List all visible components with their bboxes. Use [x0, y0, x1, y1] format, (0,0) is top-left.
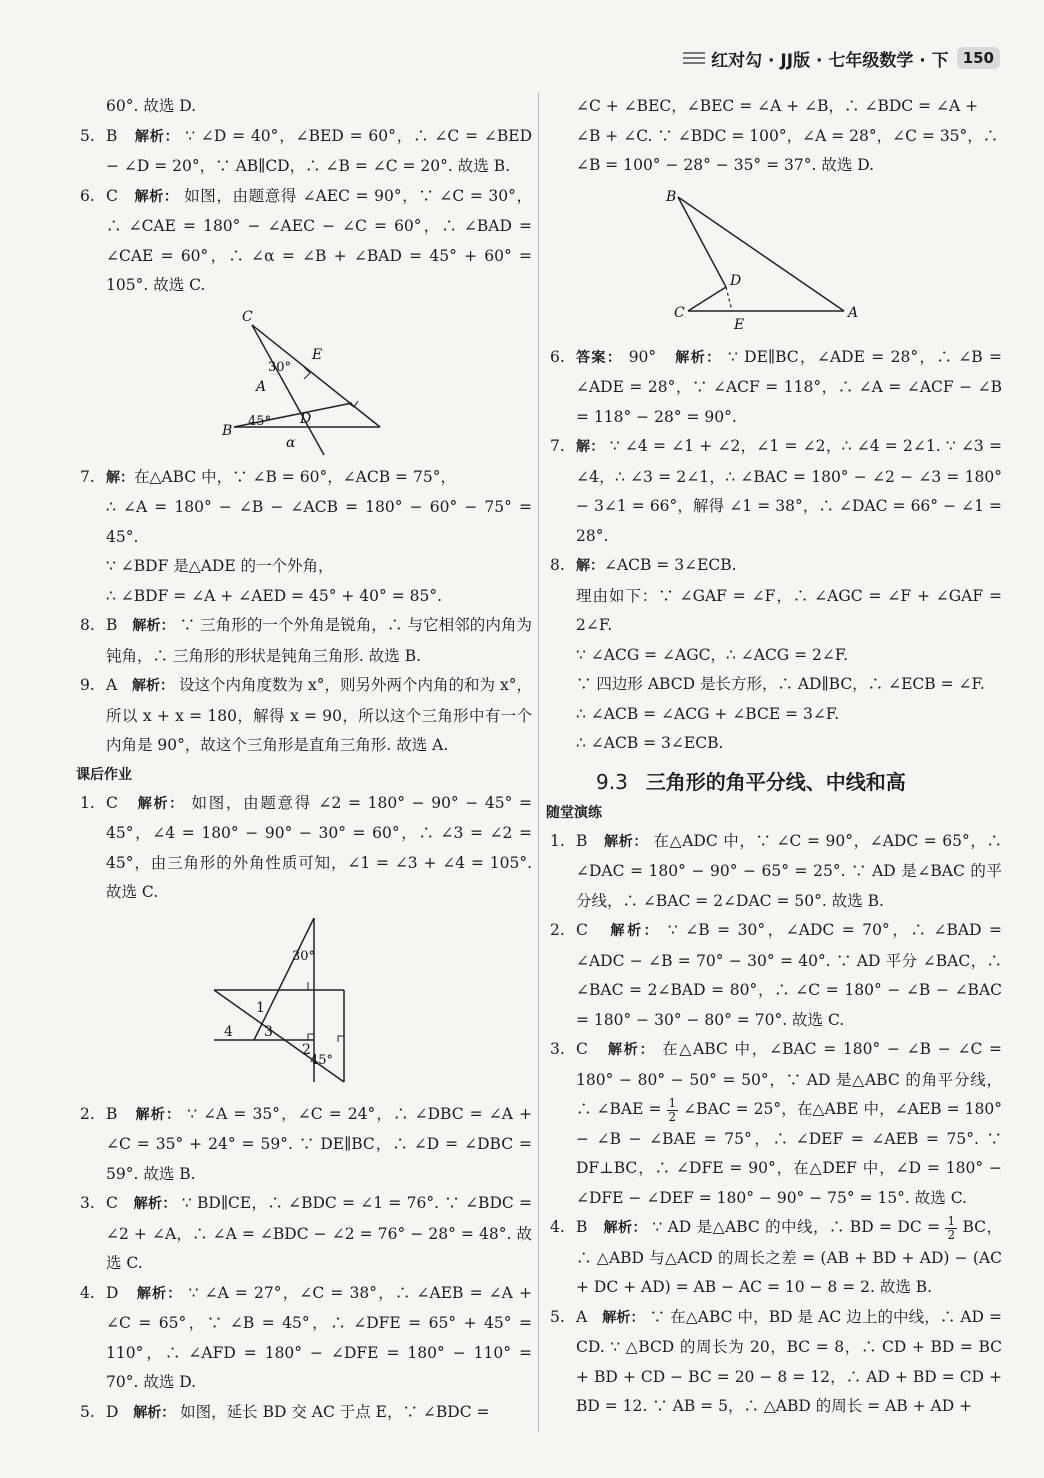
item-text: 设这个内角度数为 x°，则另外两个内角的和为 x°，所以 x + x = 180，解得 x = 90，所以这个三角形中有一个内角是 90°，故这个三角形是直角三角形. 故选 A.	[106, 676, 533, 754]
practice-item-1	[546, 827, 1002, 917]
item-answer: C	[106, 1194, 118, 1212]
page-number: 150	[957, 47, 1000, 69]
item-label: 解：	[106, 469, 134, 486]
item-line: ∵ 四边形 ABCD 是长方形，∴ AD∥BC，∴ ∠ECB = ∠F.	[576, 675, 985, 693]
right-column	[546, 92, 1002, 1422]
answer-item-7	[546, 432, 1002, 551]
item-answer: B	[106, 1104, 118, 1123]
fig3-label-e: E	[734, 316, 745, 333]
answer-item-9	[76, 671, 532, 761]
answer-item-6	[546, 343, 1002, 433]
item-answer: C	[106, 793, 118, 812]
item-line: ∵ ∠ACG = ∠AGC，∴ ∠ACG = 2∠F.	[576, 645, 849, 664]
item-text: ∵ 在△ABC 中，BD 是 AC 边上的中线，∴ AD = CD. ∵ △BCD 的周长为 20，BC = 8，∴ CD + BD = BC + BD + CD − BC = 20 − 8 = 12，∴ AD + BD = CD + BD = 12. ∵ AB = 5，∴ △ABD 的周长 = AB + AD +	[576, 1307, 1002, 1415]
item-number: 6.	[550, 347, 565, 366]
item-text: ∵ ∠A = 27°，∠C = 38°，∴ ∠AEB = ∠A + ∠C = 65°，∵ ∠B = 45°，∴ ∠DFE = 65° + 45° = 110°，∴ ∠AFD = 180° − ∠DFE = 180° − 110° = 70°. 故选 D.	[106, 1283, 532, 1391]
item-label: 解析：	[136, 1285, 183, 1302]
fraction-half	[945, 1215, 957, 1242]
item-text: 在△ADC 中，∵ ∠C = 90°，∠ADC = 65°，∴ ∠DAC = 180° − 90° − 65° = 25°. ∵ AD 是∠BAC 的平分线，∴ ∠BAC = 2∠DAC = 50°. 故选 B.	[576, 831, 1003, 910]
fraction-denominator: 2	[947, 1227, 956, 1242]
item-text: ∵ ∠4 = ∠1 + ∠2，∠1 = ∠2，∴ ∠4 = 2∠1. ∵ ∠3 = ∠4，∴ ∠3 = 2∠1，∴ ∠BAC = 180° − ∠2 − ∠3 = 180° − 3∠1 = 66°，解得 ∠1 = 38°，∴ ∠DAC = 66° − ∠1 = 28°.	[576, 437, 1003, 545]
item-answer: D	[106, 1402, 119, 1421]
item-answer: C	[106, 186, 118, 205]
fig3-label-a: A	[848, 304, 859, 321]
fig1-angle-45: 45°	[248, 413, 272, 429]
item-label: 解析：	[604, 833, 648, 850]
item-text: ∵ DE∥BC，∠ADE = 28°，∴ ∠B = ∠ADE = 28°，∵ ∠ACF = 118°，∴ ∠A = ∠ACF − ∠B = 118° − 28° = 90°.	[576, 347, 1003, 426]
item-number: 5.	[80, 126, 95, 145]
triangle-figure-1	[204, 307, 404, 457]
item-label: 解析：	[137, 795, 185, 812]
item-line: ∴ ∠ACB = 3∠ECB.	[576, 734, 724, 752]
item-label: 解析：	[602, 1309, 645, 1326]
item-number: 8.	[80, 616, 95, 634]
fig1-label-alpha: α	[286, 434, 296, 451]
homework-item-4	[76, 1279, 532, 1398]
item-answer: B	[576, 831, 588, 850]
fig3-label-b: B	[666, 188, 677, 205]
answer-item-6	[76, 182, 532, 301]
item-number: 7.	[550, 437, 565, 455]
answer-item-8	[76, 611, 532, 671]
item-number: 1.	[80, 793, 95, 812]
item-text-b: ∠BAC = 25°，在△ABE 中，∠AEB = 180° − ∠B − ∠BAE = 75°，∴ ∠DEF = ∠AEB = 75°. ∵ DF⊥BC，∴ ∠DFE = 90°，在△DEF 中，∠D = 180° − ∠DFE − ∠DEF = 180° − 90° − 75° = 15°. 故选 C.	[576, 1100, 1002, 1207]
section-number: 9.3	[596, 769, 628, 794]
book-title: 红对勾 · JJ版 · 七年级数学 · 下	[711, 50, 949, 71]
fig2-label-2: 2	[302, 1041, 311, 1058]
item-line: 理由如下：∵ ∠GAF = ∠F，∴ ∠AGC = ∠F + ∠GAF = 2∠F.	[576, 586, 1002, 634]
triangle-figure-3	[664, 187, 884, 337]
item-number: 4.	[550, 1218, 565, 1236]
section-name: 三角形的角平分线、中线和高	[645, 769, 906, 794]
item-text: ∵ ∠D = 40°，∠BED = 60°，∴ ∠C = ∠BED − ∠D = 20°，∵ AB∥CD，∴ ∠B = ∠C = 20°. 故选 B.	[106, 126, 533, 175]
item-text: 如图，延长 BD 交 AC 于点 E，∵ ∠BDC =	[180, 1402, 490, 1421]
answer-item-8	[546, 551, 1002, 759]
item-answer: B	[106, 126, 118, 145]
practice-item-3	[546, 1035, 1002, 1213]
answer-item-7	[76, 463, 532, 612]
item-label: 解析：	[132, 618, 175, 634]
item-label: 答案：	[576, 349, 623, 366]
item-number: 7.	[80, 467, 95, 486]
fig1-label-a: A	[256, 378, 267, 395]
practice-heading: 随堂演练	[546, 804, 602, 821]
item-text: ∵ 三角形的一个外角是锐角，∴ 与它相邻的内角为钝角，∴ 三角形的形状是钝角三角形. 故选 B.	[106, 616, 532, 665]
fig2-label-4: 4	[224, 1023, 233, 1040]
item-text-a: 在△ABC 中，∠BAC = 180° − ∠B − ∠C = 180° − 80° − 50° = 50°，∵ AD 是△ABC 的角平分线，∴ ∠BAE =	[576, 1040, 1003, 1118]
item-number: 3.	[550, 1040, 565, 1058]
menu-lines-icon	[683, 49, 705, 67]
fraction-denominator: 2	[668, 1109, 677, 1124]
answer-item-5	[76, 122, 532, 182]
homework-item-5	[76, 1398, 532, 1429]
item-label: 解析：	[135, 1106, 182, 1123]
item-number: 5.	[80, 1402, 95, 1421]
item-answer: B	[576, 1218, 588, 1236]
item-answer: C	[576, 1040, 588, 1058]
item-answer: C	[576, 921, 588, 939]
item-line: ∴ ∠ACB = ∠ACG + ∠BCE = 3∠F.	[576, 704, 840, 723]
fig2-label-1: 1	[256, 999, 265, 1016]
item-number: 2.	[550, 921, 565, 939]
fig2-angle-45: 45°	[310, 1052, 334, 1068]
item-number: 9.	[80, 676, 95, 694]
item-number: 4.	[80, 1283, 95, 1302]
section-title	[546, 767, 1002, 797]
item-label: 解：	[576, 439, 605, 455]
fig3-label-c: C	[674, 304, 685, 321]
item-label: 解析：	[132, 678, 175, 694]
item-number: 1.	[550, 831, 565, 850]
fig1-label-d: D	[300, 410, 312, 427]
item-label: 解析：	[134, 128, 180, 145]
practice-item-2	[546, 916, 1002, 1035]
item-number: 6.	[80, 186, 95, 205]
fig1-label-e: E	[312, 346, 323, 363]
left-column	[76, 92, 532, 1428]
item-label: 解析：	[603, 1220, 647, 1236]
fraction-half	[667, 1097, 679, 1124]
item-label: 解：	[576, 558, 604, 574]
homework-item-1	[76, 789, 532, 908]
item-first-line: ∠ACB = 3∠ECB.	[604, 556, 737, 574]
homework-item-2	[76, 1100, 532, 1190]
item-text: ∵ ∠B = 30°，∠ADC = 70°，∴ ∠BAD = ∠ADC − ∠B = 70° − 30° = 40°. ∵ AD 平分 ∠BAC，∴ ∠BAC = 2∠BAD = 80°，∴ ∠C = 180° − ∠B − ∠BAC = 180° − 30° − 80° = 70°. 故选 C.	[576, 921, 1003, 1029]
item-text-a: ∵ AD 是△ABC 的中线，∴ BD = DC =	[652, 1218, 941, 1236]
item-text-b: BC，∴ △ABD 与△ACD 的周长之差 = (AB + BD + AD) − (AC + DC + AD) = AB − AC = 10 − 8 = 2. 故选 B.	[576, 1218, 1002, 1296]
homework-heading: 课后作业	[76, 766, 132, 783]
item-answer: A	[106, 676, 118, 694]
item-label: 解析：	[608, 1042, 656, 1058]
item-answer: A	[576, 1307, 588, 1326]
item-line: ∴ ∠BDF = ∠A + ∠AED = 45° + 40° = 85°.	[106, 586, 443, 605]
fraction-numerator: 1	[668, 1095, 677, 1110]
continued-text: ∠C + ∠BEC，∠BEC = ∠A + ∠B，∴ ∠BDC = ∠A + ∠B + ∠C. ∵ ∠BDC = 100°，∠A = 28°，∠C = 35°，∴ ∠B = 100° − 28° − 35° = 37°. 故选 D.	[576, 97, 999, 174]
item-text: 如图，由题意得 ∠AEC = 90°，∵ ∠C = 30°，∴ ∠CAE = 180° − ∠AEC − ∠C = 60°，∴ ∠BAD = ∠CAE = 60°，∴ ∠α = ∠B + ∠BAD = 45° + 60° = 105°. 故选 C.	[106, 186, 533, 294]
item-label: 解析：	[610, 923, 661, 939]
practice-item-5	[546, 1303, 1002, 1422]
continued-text: 60°. 故选 D.	[106, 97, 197, 115]
practice-item-4	[546, 1213, 1002, 1303]
item-line: ∴ ∠A = 180° − ∠B − ∠ACB = 180° − 60° − 75° = 45°.	[106, 498, 532, 546]
item-number: 2.	[80, 1104, 95, 1123]
item-number: 5.	[550, 1307, 565, 1326]
item-label: 解析：	[134, 188, 179, 205]
item-label-2: 解析：	[675, 349, 722, 366]
item-line: 在△ABC 中，∵ ∠B = 60°，∠ACB = 75°，	[134, 467, 456, 486]
fig1-label-c: C	[242, 308, 253, 325]
item-line: ∵ ∠BDF 是△ADE 的一个外角，	[106, 557, 334, 575]
fraction-numerator: 1	[947, 1213, 956, 1228]
item-label: 解析：	[133, 1196, 177, 1212]
item-label: 解析：	[133, 1404, 176, 1421]
item-answer: B	[106, 616, 118, 634]
fig1-label-b: B	[222, 422, 233, 439]
triset-figure-2	[204, 914, 404, 1094]
item-answer: 90°	[628, 347, 657, 366]
item-text: ∵ ∠A = 35°，∠C = 24°，∴ ∠DBC = ∠A + ∠C = 35° + 24° = 59°. ∵ DE∥BC，∴ ∠D = ∠DBC = 59°. 故选 B.	[106, 1104, 532, 1183]
item-text: 如图，由题意得 ∠2 = 180° − 90° − 45° = 45°，∠4 = 180° − 90° − 30° = 60°，∴ ∠3 = ∠2 = 45°，由三角形的外角性质可知，∠1 = ∠3 + ∠4 = 105°. 故选 C.	[106, 793, 533, 901]
item-answer: D	[106, 1283, 119, 1302]
item-number: 3.	[80, 1194, 95, 1212]
item-text: ∵ BD∥CE，∴ ∠BDC = ∠1 = 76°. ∵ ∠BDC = ∠2 + ∠A，∴ ∠A = ∠BDC − ∠2 = 76° − 28° = 48°. 故选 C.	[106, 1194, 532, 1272]
page-header	[640, 44, 1000, 72]
homework-item-3	[76, 1189, 532, 1279]
fig2-label-3: 3	[264, 1023, 273, 1040]
column-divider	[538, 92, 539, 1432]
fig2-angle-30: 30°	[292, 948, 316, 964]
item-number: 8.	[550, 556, 565, 574]
fig3-label-d: D	[730, 272, 742, 289]
fig1-angle-30: 30°	[268, 359, 292, 375]
